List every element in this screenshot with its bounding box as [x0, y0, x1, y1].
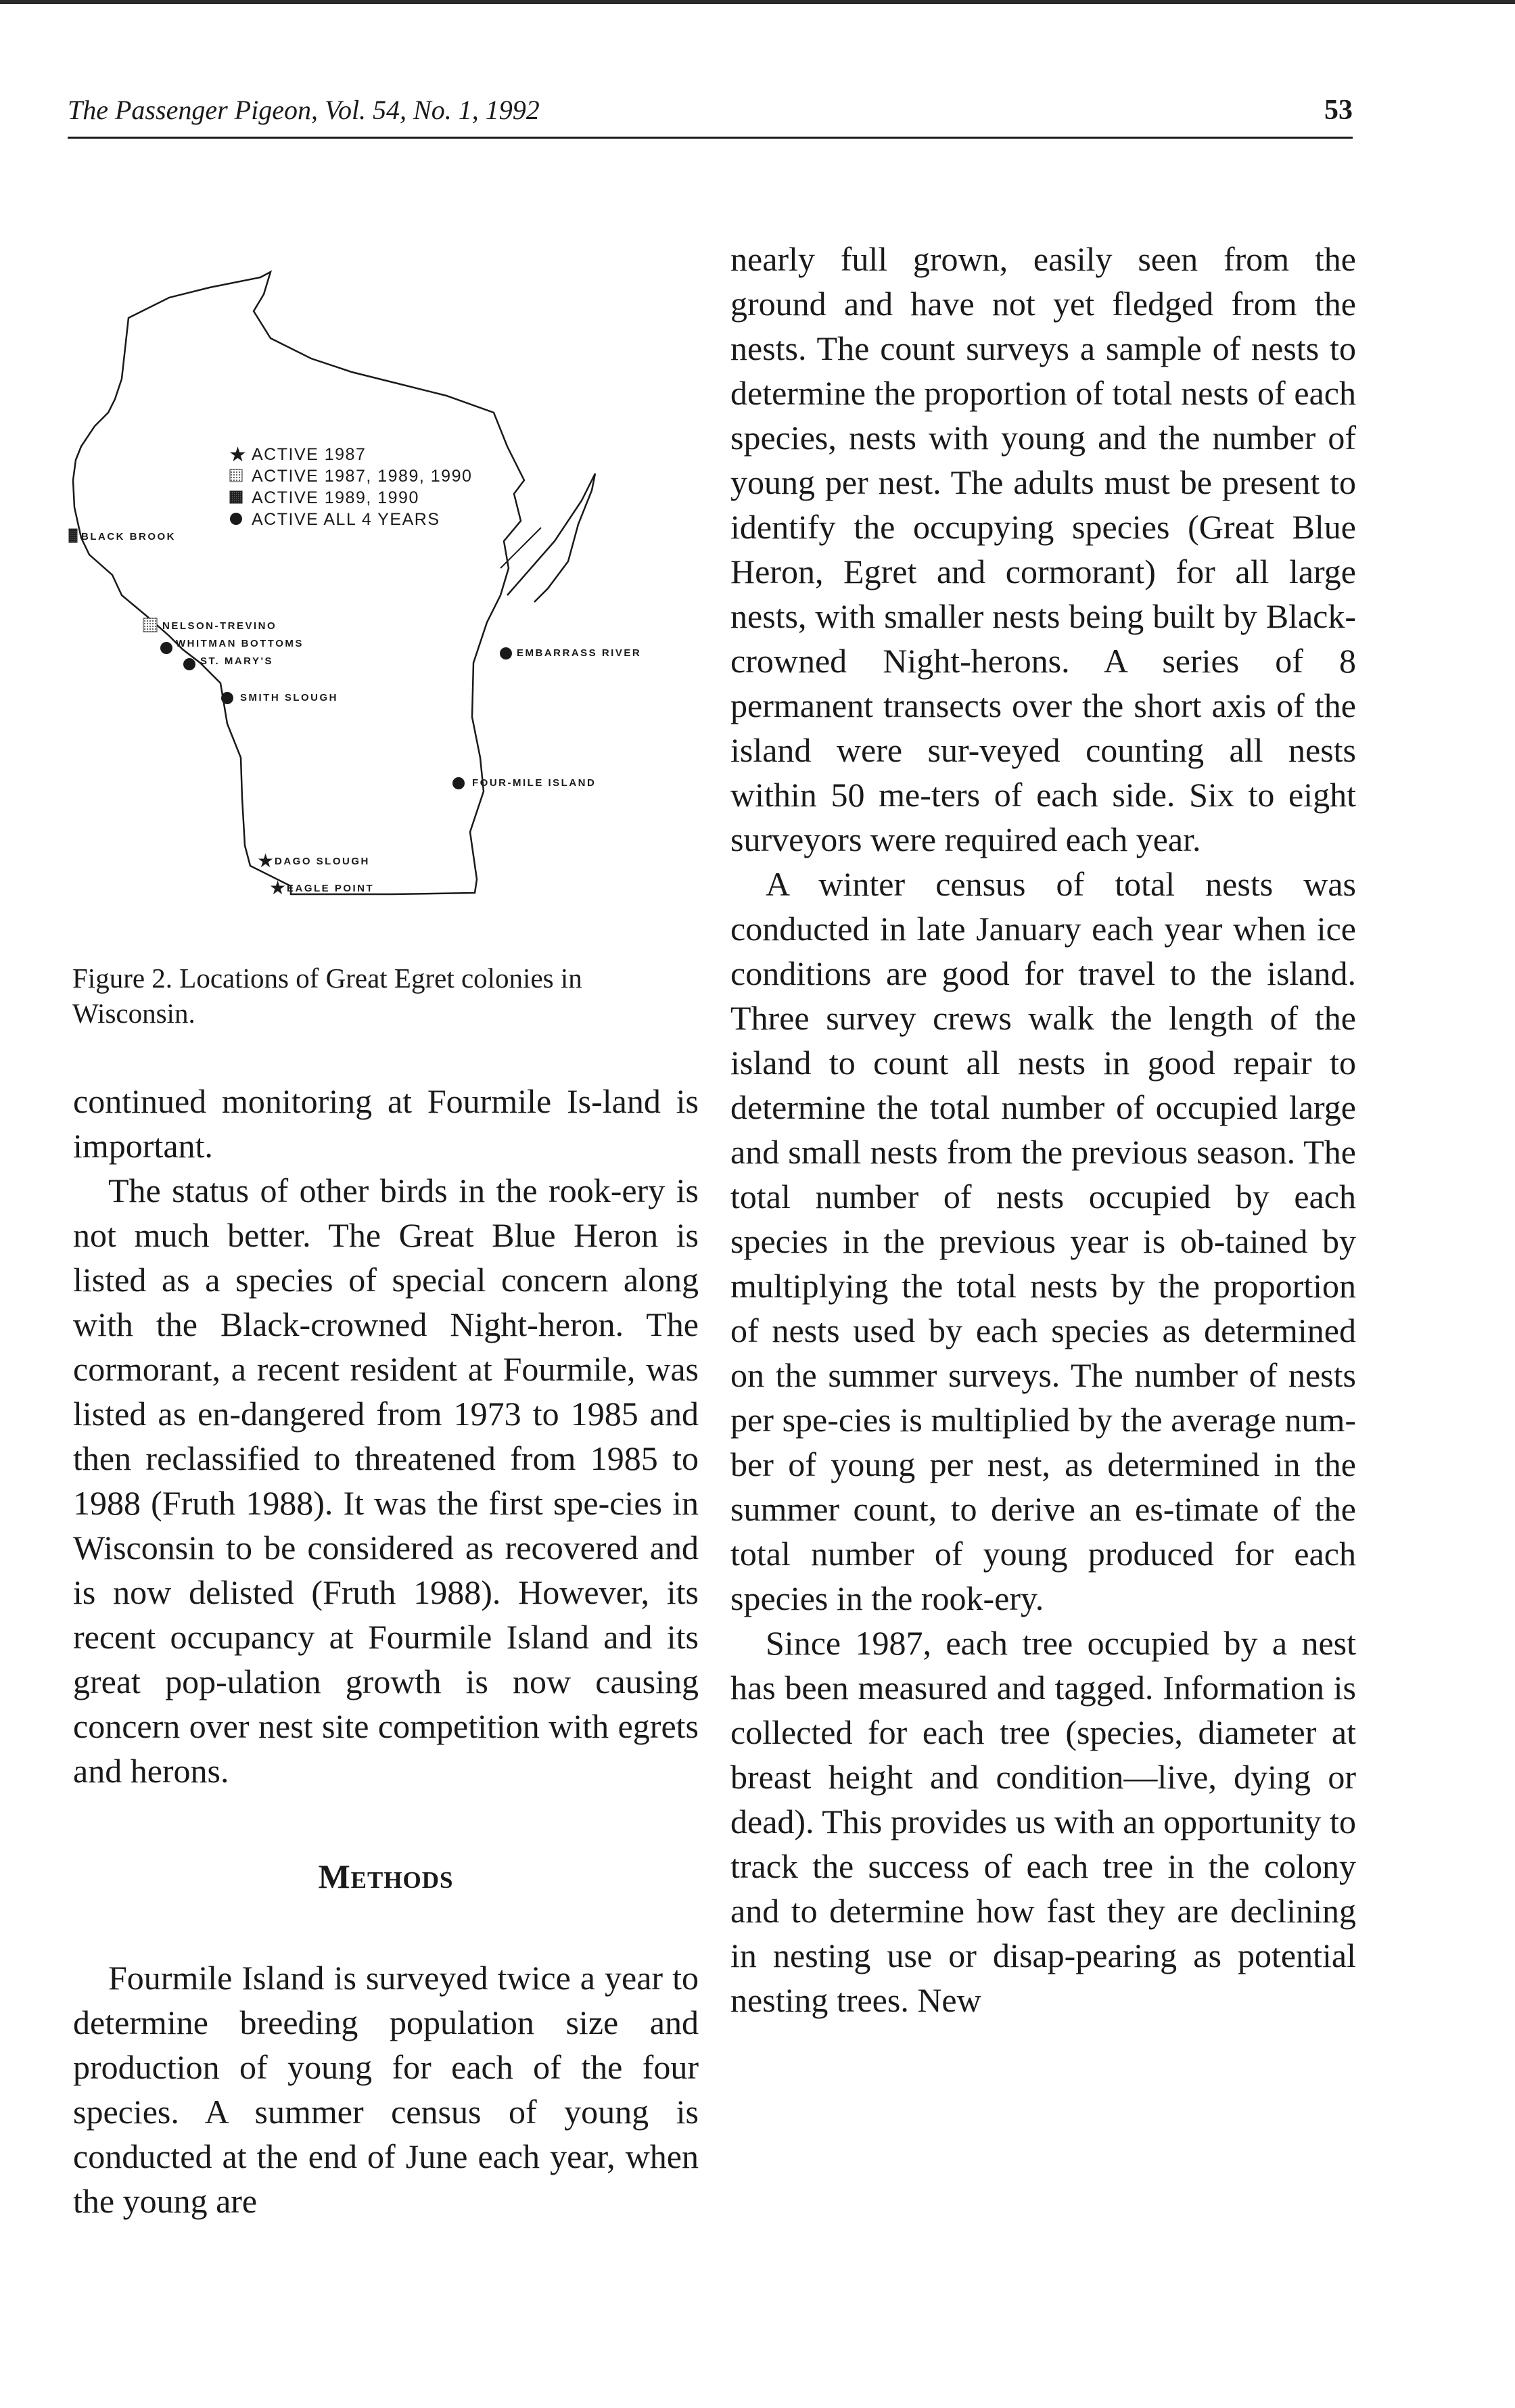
- legend-star-icon: ★: [229, 444, 247, 466]
- legend-label: ACTIVE 1987: [252, 445, 367, 464]
- page-number: 53: [1324, 95, 1353, 126]
- paragraph: The status of other birds in the rook-ery is not much better. The Great Blue Heron is listed as a species of special concern along with the Black-crowned Night-heron. The cormorant, a recent resident at Fourmile, was listed as en-dangered from 1973 to 1985 and then reclassified to threatened from 1985 to 1988 (Fruth 1988). It was the first spe-cies in Wisconsin to be considered as recovered and is now delisted (Fruth 1988). However, its recent occupancy at Fourmile Island and its great pop-ulation growth is now causing concern over nest site competition with egrets and herons.: [73, 1172, 699, 1790]
- legend-label: ACTIVE 1989, 1990: [252, 488, 419, 507]
- colony-label-whitman-bottoms: WHITMAN BOTTOMS: [176, 638, 304, 649]
- colony-label-nelson-trevino: NELSON-TREVINO: [162, 620, 277, 632]
- map-svg: [68, 257, 676, 933]
- running-head: [68, 88, 1353, 139]
- legend-light-square-icon: [230, 469, 242, 482]
- legend-dark-square-icon: [230, 491, 242, 503]
- paragraph: continued monitoring at Fourmile Is-land is important.: [73, 1082, 699, 1165]
- eagle-point-marker-icon: ★: [269, 877, 287, 898]
- wisconsin-colony-map: [68, 257, 676, 933]
- paragraph: nearly full grown, easily seen from the ground and have not yet fledged from the nests. The count surveys a sample of nests to determine the proportion of total nests of each species, nests with young and the number of young per nest. The adults must be present to identify the occupying species (Great Blue Heron, Egret and cormorant) for all large nests, with smaller nests being built by Black-crowned Night-herons. A series of 8 permanent transects over the short axis of the island were sur-veyed counting all nests within 50 me-ters of each side. Six to eight surveyors were required each year.: [730, 240, 1356, 858]
- journal-title: The Passenger Pigeon, Vol. 54, No. 1, 1992: [68, 95, 540, 125]
- colony-label-dago-slough: DAGO SLOUGH: [275, 856, 370, 867]
- black-brook-marker-icon: [69, 529, 77, 542]
- dago-slough-marker-icon: ★: [257, 850, 275, 871]
- st-marys-marker-icon: [183, 658, 195, 670]
- paragraph: Since 1987, each tree occupied by a nest has been measured and tagged. Information is collected for each tree (species, diameter at breast height and condition—live, dying or dead). This provides us with an opportunity to track the success of each tree in the colony and to determine how fast they are declining in nesting use or disap-pearing as potential nesting trees. New: [730, 1624, 1356, 2019]
- four-mile-island-marker-icon: [452, 777, 465, 789]
- right-column: [730, 237, 1356, 2022]
- smith-slough-marker-icon: [221, 692, 233, 704]
- colony-label-st-marys: ST. MARY'S: [200, 655, 274, 667]
- embarrass-river-marker-icon: [500, 647, 512, 659]
- section-heading-methods: Methods: [318, 1857, 454, 1895]
- colony-label-four-mile-island: FOUR-MILE ISLAND: [472, 777, 597, 789]
- inner-bay-line: [500, 528, 541, 568]
- colony-label-black-brook: BLACK BROOK: [81, 531, 176, 542]
- colony-label-eagle-point: EAGLE POINT: [287, 883, 375, 894]
- legend-label: ACTIVE ALL 4 YEARS: [252, 510, 440, 529]
- whitman-bottoms-marker-icon: [160, 642, 172, 654]
- door-peninsula: [507, 473, 595, 602]
- paragraph: Fourmile Island is surveyed twice a year to determine breeding population size and production of young for each of the four species. A summer census of young is conducted at the end of June each year, when the young are: [73, 1959, 699, 2220]
- left-column: [73, 1079, 699, 2223]
- figure-caption: Figure 2. Locations of Great Egret colonies in Wisconsin.: [72, 963, 582, 1029]
- legend-label: ACTIVE 1987, 1989, 1990: [252, 467, 473, 486]
- colony-label-smith-slough: SMITH SLOUGH: [240, 692, 338, 703]
- legend-dot-icon: [230, 513, 242, 525]
- page-top-rule: [0, 0, 1515, 4]
- state-outline: [73, 272, 524, 894]
- colony-label-embarrass-river: EMBARRASS RIVER: [517, 647, 642, 659]
- paragraph: A winter census of total nests was conducted in late January each year when ice conditions are good for travel to the island. Three survey crews walk the length of the island to count all nests in good repair to determine the total number of occupied large and small nests from the previous season. The total number of nests occupied by each species in the previous year is ob-tained by multiplying the total nests by the proportion of nests used by each species as determined on the summer surveys. The number of nests per spe-cies is multiplied by the average num-ber of young per nest, as determined in the summer count, to derive an es-timate of the total number of young produced for each species in the rook-ery.: [730, 865, 1356, 1617]
- nelson-trevino-marker-icon: [143, 618, 157, 632]
